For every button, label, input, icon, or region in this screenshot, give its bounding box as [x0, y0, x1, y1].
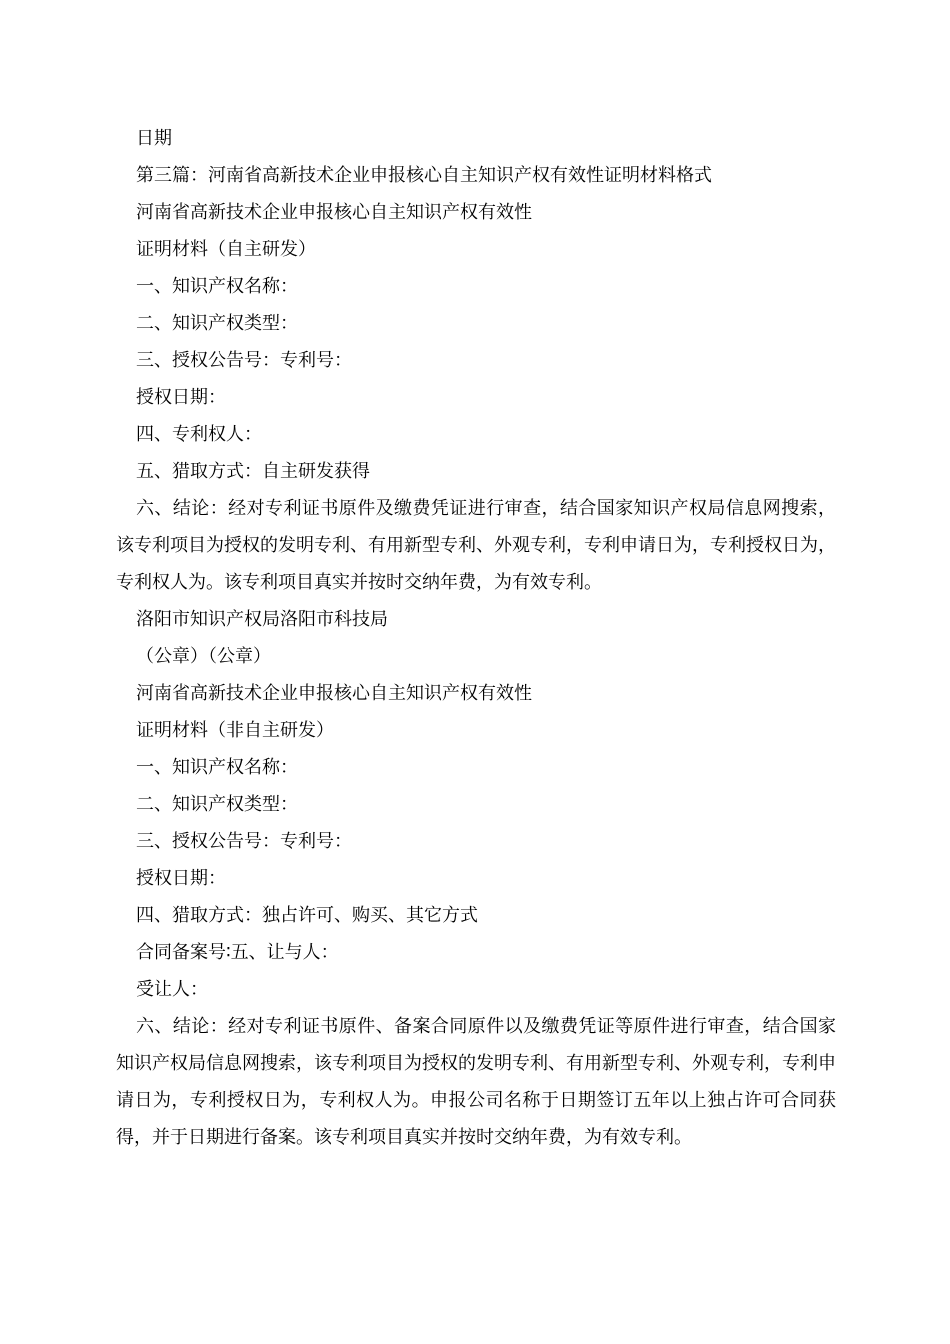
field-ip-type-2: 二、知识产权类型：	[136, 794, 298, 815]
field-contract-no: 合同备案号∶五、让与人：	[136, 942, 339, 963]
field-grant-date-2: 授权日期：	[136, 868, 226, 889]
field-acquisition-1: 五、猎取方式：自主研发获得	[136, 461, 370, 482]
chapter-title: 第三篇：河南省高新技术企业申报核心自主知识产权有效性证明材料格式	[136, 165, 712, 186]
field-ip-type-1: 二、知识产权类型：	[136, 313, 298, 334]
field-ip-name-2: 一、知识产权名称：	[136, 757, 298, 778]
field-announcement-no-2: 三、授权公告号：专利号：	[136, 831, 352, 852]
date-line: 日期	[136, 128, 172, 149]
conclusion-paragraph-1: 六、结论：经对专利证书原件及缴费凭证进行审查，结合国家知识产权局信息网搜索，该专利项目为授权的发明专利、有用新型专利、外观专利，专利申请日为，专利授权日为，专利权人为。该专利项目真实并按时交纳年费，为有效专利。	[116, 498, 836, 593]
section-heading-1: 河南省高新技术企业申报核心自主知识产权有效性	[136, 202, 532, 223]
field-patentee-1: 四、专利权人：	[136, 424, 262, 445]
field-ip-name-1: 一、知识产权名称：	[136, 276, 298, 297]
field-acquisition-2: 四、猎取方式：独占许可、购买、其它方式	[136, 905, 478, 926]
section-subheading-1: 证明材料（自主研发）	[136, 239, 316, 260]
field-grant-date-1: 授权日期：	[136, 387, 226, 408]
field-assignee: 受让人：	[136, 979, 208, 1000]
issuing-authorities: 洛阳市知识产权局洛阳市科技局	[136, 609, 388, 630]
document-body	[116, 120, 836, 1156]
section-heading-2: 河南省高新技术企业申报核心自主知识产权有效性	[136, 683, 532, 704]
seal-line: （公章）（公章）	[136, 646, 271, 667]
conclusion-paragraph-2: 六、结论：经对专利证书原件、备案合同原件以及缴费凭证等原件进行审查，结合国家知识产权局信息网搜索，该专利项目为授权的发明专利、有用新型专利、外观专利，专利申请日为，专利授权日为，专利权人为。申报公司名称于日期签订五年以上独占许可合同获得，并于日期进行备案。该专利项目真实并按时交纳年费，为有效专利。	[116, 1016, 836, 1148]
field-announcement-no-1: 三、授权公告号：专利号：	[136, 350, 352, 371]
section-subheading-2: 证明材料（非自主研发）	[136, 720, 334, 741]
